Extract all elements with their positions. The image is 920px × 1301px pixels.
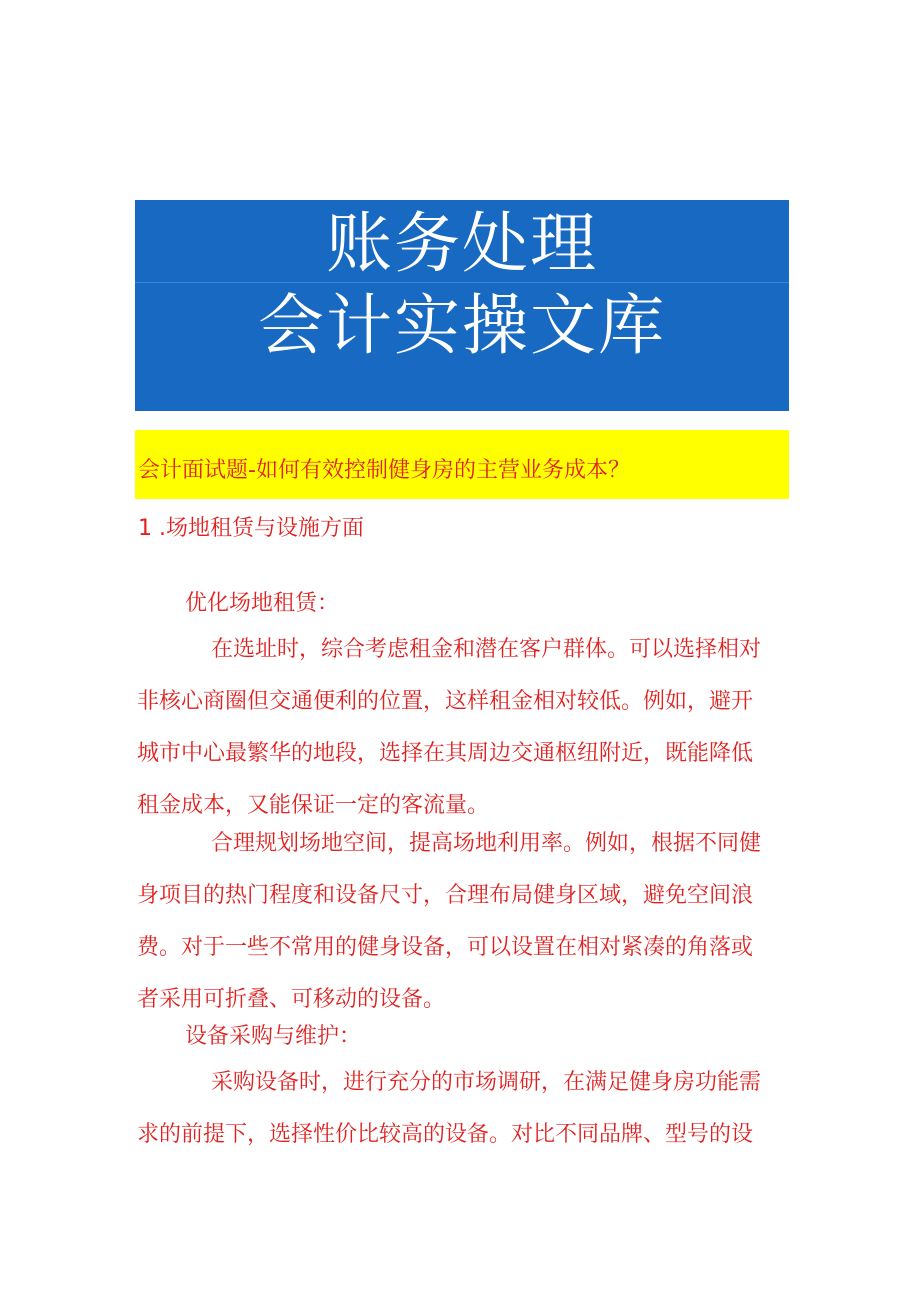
banner-title-line-2: 会计实操文库 (258, 287, 666, 364)
paragraph-line: 城市中心最繁华的地段，选择在其周边交通枢纽附近，既能降低 (137, 741, 754, 766)
paragraph-venue-location (137, 624, 793, 832)
paragraph-line: 在选址时，综合考虑租金和潜在客户群体。可以选择相对 (211, 637, 762, 662)
title-banner (135, 200, 789, 411)
paragraph-line: 采购设备时，进行充分的市场调研，在满足健身房功能需 (211, 1070, 762, 1095)
paragraph-line: 合理规划场地空间，提高场地利用率。例如，根据不同健 (211, 831, 762, 856)
paragraph-line: 身项目的热门程度和设备尺寸，合理布局健身区域，避免空间浪 (137, 883, 754, 908)
paragraph-line: 者采用可折叠、可移动的设备。 (137, 987, 446, 1012)
subtitle-text: 会计面试题-如何有效控制健身房的主营业务成本？ (138, 458, 630, 483)
banner-divider (135, 282, 789, 283)
paragraph-line: 求的前提下，选择性价比较高的设备。对比不同品牌、型号的设 (137, 1122, 754, 1147)
section-heading-1: 1 .场地租赁与设施方面 (138, 516, 364, 541)
paragraph-equipment-purchase (137, 1057, 793, 1161)
sub-heading-venue-rent: 优化场地租赁： (185, 591, 340, 616)
paragraph-line: 租金成本，又能保证一定的客流量。 (137, 793, 490, 818)
banner-title-line-1: 账务处理 (326, 205, 598, 282)
paragraph-line: 费。对于一些不常用的健身设备，可以设置在相对紧凑的角落或 (137, 935, 754, 960)
subtitle-highlight-bar (135, 430, 789, 499)
sub-heading-equipment: 设备采购与维护： (185, 1024, 362, 1049)
paragraph-line: 非核心商圈但交通便利的位置，这样租金相对较低。例如，避开 (137, 689, 754, 714)
paragraph-space-planning (137, 818, 793, 1026)
